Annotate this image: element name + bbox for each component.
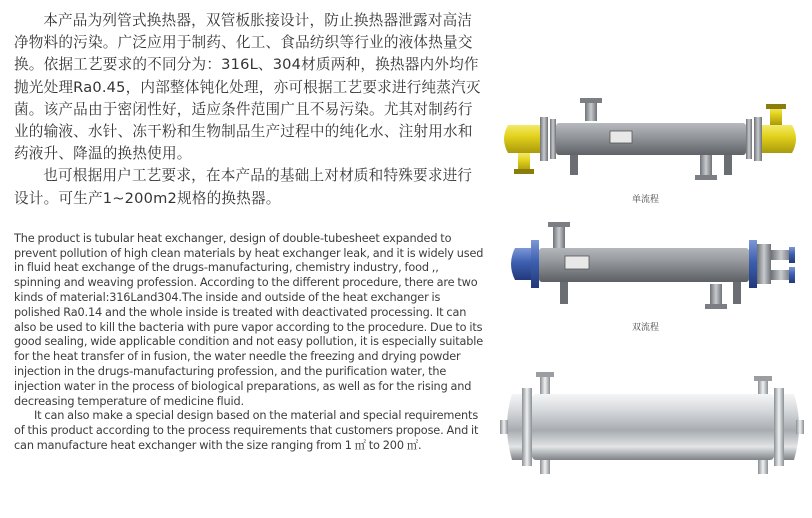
polished-exchanger-illustration xyxy=(500,370,805,480)
english-description xyxy=(14,232,484,454)
english-paragraph-2: It can also make a special design based on the material and special requirements of this product according to the process requirements that customers propose. And it can manufacture heat exchanger with the size ranging from 1 ㎡ to 200 ㎡. xyxy=(14,409,479,452)
english-paragraph-1: The product is tubular heat exchanger, design of double-tubesheet expanded to prevent pollution of high clean materials by heat exchanger leak, and it is widely used in fluid heat exchange of the drugs-manufacturing, chemistry industry, food ,, spinning and weaving profession. According to the different procedure, there are two kinds of material:316Land304.The inside and outside of the heat exchanger is polished Ra0.14 and the whole inside is treated with deactivated processing. It can also be used to kill the bacteria with pure vapor according to the procedure. Due to its good sealing, wide applicable condition and not easy pollution, it is especially suitable for the heat transfer of in fusion, the water needle the freezing and drying powder injection in the drugs-manufacturing profession, and the purification water, the injection water in the process of biological preparations, as well as for the rising and decreasing temperature of medicine fluid. xyxy=(14,231,484,408)
chinese-paragraph-1: 本产品为列管式换热器，双管板胀接设计，防止换热器泄露对高洁净物料的污染。广泛应用于制药、化工、食品纺织等行业的液体热量交换。依据工艺要求的不同分为：316L、304材质两种，换热器内外均作抛光处理Ra0.45，内部整体钝化处理，亦可根据工艺要求进行纯蒸汽灭菌。该产品由于密闭性好，适应条件范围广且不易污染。尤其对制药行业的输液、水针、冻干粉和生物制品生产过程中的纯化水、注射用水和药液升、降温的换热使用。 xyxy=(14,12,481,163)
single-pass-caption: 单流程 xyxy=(632,195,660,205)
chinese-paragraph-2: 也可根据用户工艺要求，在本产品的基础上对材质和特殊要求进行设计。可生产1~200m2规格的换热器。 xyxy=(14,167,473,207)
double-pass-exchanger-illustration xyxy=(505,218,800,318)
single-pass-exchanger-illustration xyxy=(500,95,800,190)
single-pass-heat-exchanger-image xyxy=(500,95,800,190)
chinese-description xyxy=(14,10,484,210)
double-pass-caption: 双流程 xyxy=(632,323,660,333)
text-column xyxy=(14,10,484,454)
double-pass-heat-exchanger-image xyxy=(505,218,800,318)
polished-heat-exchanger-image xyxy=(500,370,805,480)
